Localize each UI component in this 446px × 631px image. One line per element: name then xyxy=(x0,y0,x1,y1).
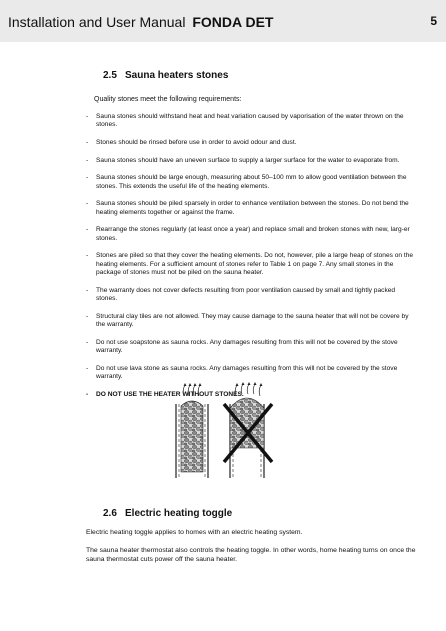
section-heading-toggle xyxy=(103,508,232,519)
list-item-text: Stones are piled so that they cover the heating elements. Do not, however, pile a large heap of stones on the heating elements. For a sufficient amount of stones refer to Table 1 on page 7. Any small stones in the package of stones must not be piled on the sauna heater. xyxy=(96,252,414,276)
list-item-text: Rearrange the stones regularly (at least once a year) and replace small and broken stones with new, larg-er stones. xyxy=(96,226,410,242)
heater-correct-icon xyxy=(176,383,208,478)
list-item: - Sauna stones should be piled sparsely in order to enhance ventilation between the stones. Do not bend the heating elements together or against the frame. xyxy=(86,200,409,216)
list-item-text: Do not use lava stone as sauna rocks. Any damages resulting from this will not be covered by the stove warranty. xyxy=(96,364,398,380)
list-item-text: Sauna stones should be large enough, measuring about 50–100 mm to allow good ventilation between the stones. This extends the useful life of the heating elements. xyxy=(96,174,407,190)
toggle-paragraph-1: Electric heating toggle applies to homes with an electric heating system. xyxy=(86,529,303,536)
list-item: - Sauna stones should be large enough, measuring about 50–100 mm to allow good ventilation between the stones. This extends the useful life of the heating elements. xyxy=(86,174,407,190)
list-item: - Stones are piled so that they cover the heating elements. Do not, however, pile a large heap of stones on the heating elements. For a sufficient amount of stones refer to Table 1 on page 7. Any small stones in the package of stones must not be piled on the sauna heater. xyxy=(86,252,414,276)
stone-stacking-illustration xyxy=(168,382,298,482)
warning-text: DO NOT USE THE HEATER WITHOUT STONES. xyxy=(96,390,244,398)
list-item: - Stones should be rinsed before use in order to avoid odour and dust. xyxy=(86,139,297,146)
section-number: 2.5 xyxy=(103,70,117,81)
list-item-text: Structural clay tiles are not allowed. They may cause damage to the sauna heater that will not be covere by the warranty. xyxy=(96,312,409,328)
document-title xyxy=(8,14,273,30)
warning-item: - DO NOT USE THE HEATER WITHOUT STONES. xyxy=(86,390,244,398)
requirements-list xyxy=(86,113,416,408)
list-item-text: Do not use soapstone as sauna rocks. Any damages resulting from this will not be covered by the stove warranty. xyxy=(96,338,398,354)
list-item: - Structural clay tiles are not allowed. They may cause damage to the sauna heater that will not be covere by the warranty. xyxy=(86,312,409,328)
list-item-text: Sauna stones should have an uneven surface to supply a larger surface for the water to evaporate from. xyxy=(96,156,400,164)
section-title: Sauna heaters stones xyxy=(125,70,229,81)
page-header xyxy=(0,0,446,42)
section-heading-stones xyxy=(103,70,228,81)
section-title: Electric heating toggle xyxy=(125,508,233,519)
section-intro: Quality stones meet the following requirements: xyxy=(94,96,242,103)
list-item: - The warranty does not cover defects resulting from poor ventilation caused by small and tightly packed stones. xyxy=(86,286,396,302)
page-number: 5 xyxy=(430,14,437,28)
document-title-plain: Installation and User Manual xyxy=(8,14,186,30)
list-item: - Do not use soapstone as sauna rocks. Any damages resulting from this will not be covered by the stove warranty. xyxy=(86,338,398,354)
heater-incorrect-icon xyxy=(224,382,272,478)
list-item: - Sauna stones should have an uneven surface to supply a larger surface for the water to evaporate from. xyxy=(86,156,400,164)
toggle-paragraph-2: The sauna heater thermostat also controls the heating toggle. In other words, home heating turns on once the sauna thermostat cuts power off the sauna heater. xyxy=(86,547,416,563)
list-item-text: Sauna stones should be piled sparsely in order to enhance ventilation between the stones. Do not bend the heating elements together or against the frame. xyxy=(96,200,409,216)
list-item: - Rearrange the stones regularly (at least once a year) and replace small and broken stones with new, larg-er stones. xyxy=(86,226,410,242)
list-item-text: Stones should be rinsed before use in order to avoid odour and dust. xyxy=(96,139,297,146)
list-item: - Do not use lava stone as sauna rocks. Any damages resulting from this will not be covered by the stove warranty. xyxy=(86,364,398,380)
list-item-text: Sauna stones should withstand heat and heat variation caused by vaporisation of the water thrown on the stones. xyxy=(96,113,404,129)
list-item: - Sauna stones should withstand heat and heat variation caused by vaporisation of the water thrown on the stones. xyxy=(86,113,404,129)
document-title-product: FONDA DET xyxy=(192,14,274,30)
list-item-text: The warranty does not cover defects resulting from poor ventilation caused by small and tightly packed stones. xyxy=(96,286,396,302)
section-number: 2.6 xyxy=(103,508,117,519)
